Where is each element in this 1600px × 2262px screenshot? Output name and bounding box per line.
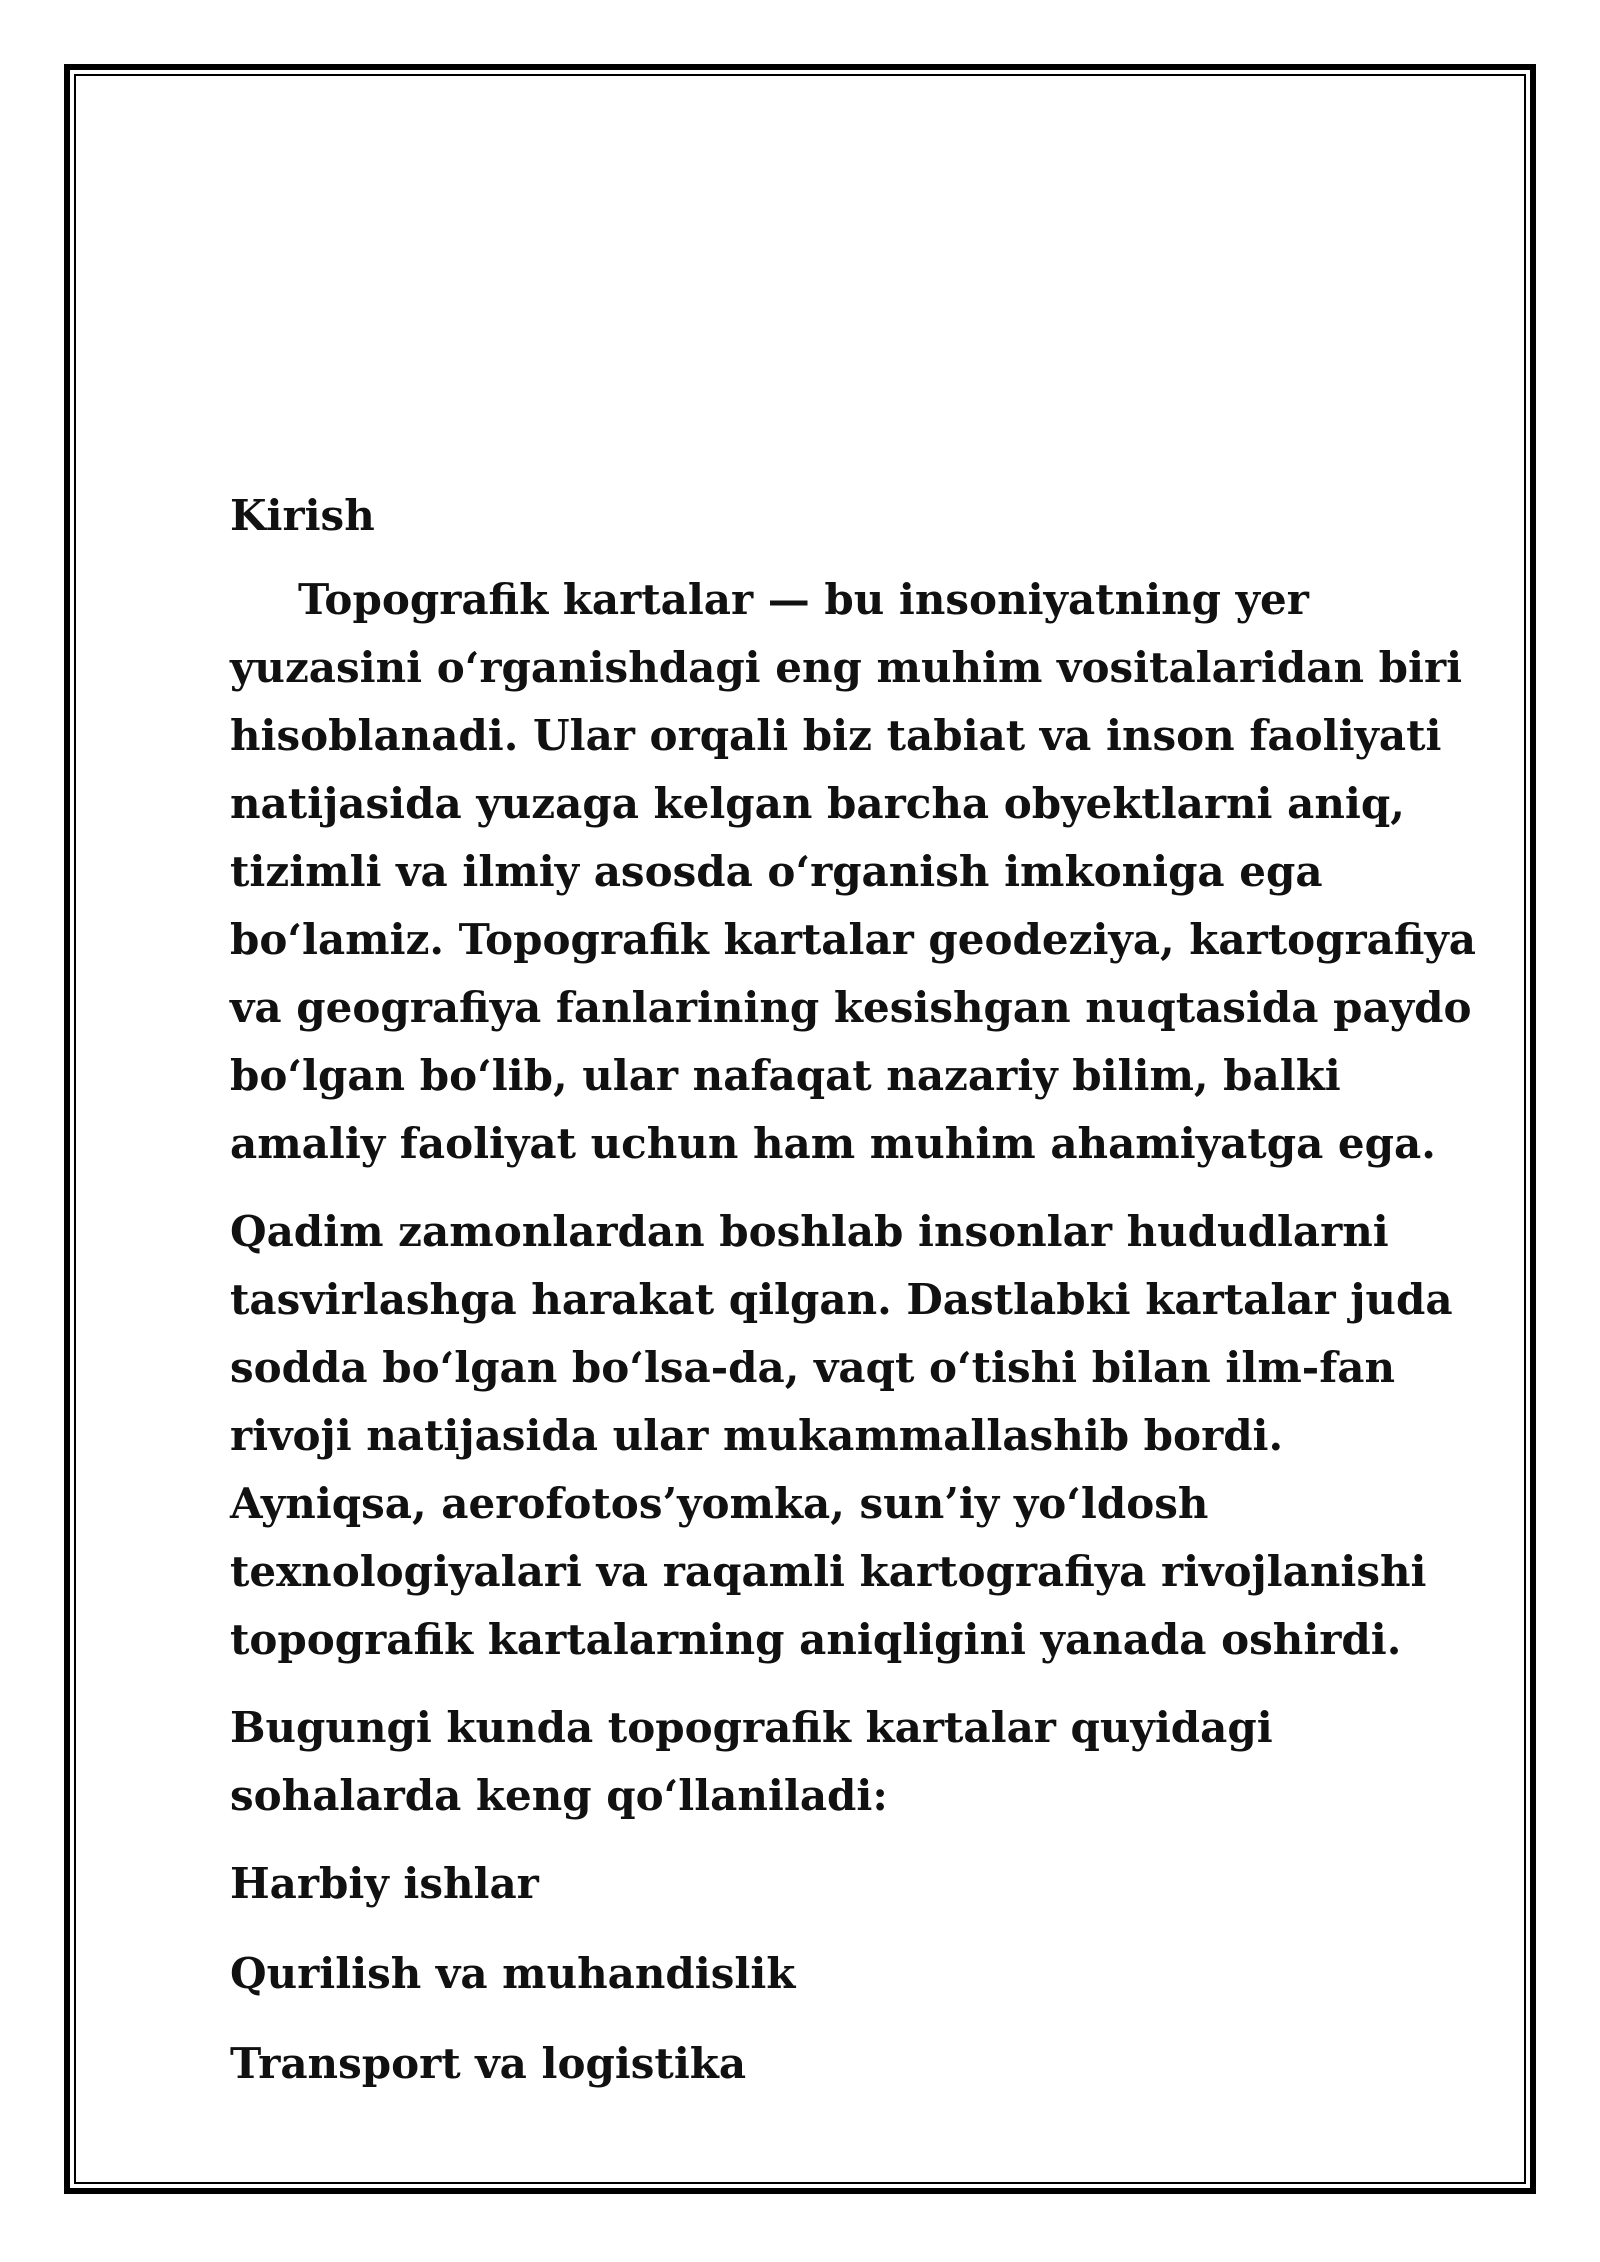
document-body	[230, 486, 1490, 2120]
paragraph-usage-intro: Bugungi kunda topografik kartalar quyidagi sohalarda keng qo‘llaniladi:	[230, 1703, 1273, 1820]
list-item: Qurilish va muhandislik	[230, 1949, 796, 1998]
paragraph-history: Qadim zamonlardan boshlab insonlar hududlarni tasvirlashga harakat qilgan. Dastlabki kartalar juda sodda bo‘lgan bo‘lsa-da, vaqt o‘tishi bilan ilm-fan rivoji natijasida ular mukammallashib bordi. Ayniqsa, aerofotos’yomka, sun’iy yo‘ldosh texnologiyalari va raqamli kartografiya rivojlanishi topografik kartalarning aniqligini yanada oshirdi.	[230, 1207, 1453, 1664]
list-item: Transport va logistika	[230, 2039, 747, 2088]
list-item: Harbiy ishlar	[230, 1859, 539, 1908]
paragraph-intro: Topografik kartalar — bu insoniyatning yer yuzasini o‘rganishdagi eng muhim vositalaridan biri hisoblanadi. Ular orqali biz tabiat va inson faoliyati natijasida yuzaga kelgan barcha obyektlarni aniq, tizimli va ilmiy asosda o‘rganish imkoniga ega bo‘lamiz. Topografik kartalar geodeziya, kartografiya va geografiya fanlarining kesishgan nuqtasida paydo bo‘lgan bo‘lib, ular nafaqat nazariy bilim, balki amaliy faoliyat uchun ham muhim ahamiyatga ega.	[230, 575, 1477, 1168]
section-heading: Kirish	[230, 491, 375, 540]
